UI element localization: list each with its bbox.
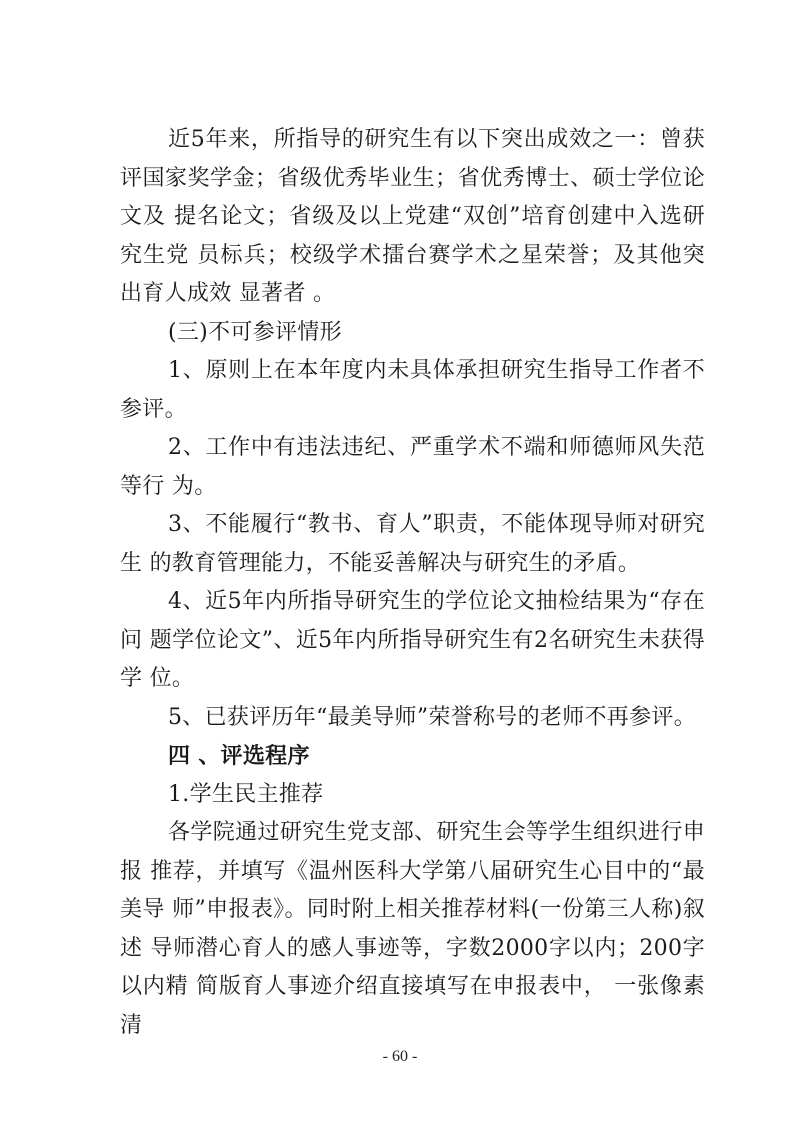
body-text: [120, 121, 705, 1045]
step-1-paragraph: 各学院通过研究生党支部、研究生会等学生组织进行申报 推荐，并填写《温州医科大学第八届研究生心目中的“最美导 师”申报表》。同时附上相关推荐材料(一份第三人称)叙述 导师潜心育人的感人事迹等，字数2000字以内；200字以内精 简版育人事迹介绍直接填写在申报表中， 一张像素清: [120, 820, 705, 1038]
list-item-4: 4、近5年内所指导研究生的学位论文抽检结果为“存在问 题学位论文”、近5年内所指导研究生有2名研究生未获得学 位。: [120, 589, 705, 691]
list-item-3: 3、不能履行“教书、育人”职责，不能体现导师对研究生 的教育管理能力，不能妥善解决与研究生的矛盾。: [120, 512, 705, 576]
section-4-heading: 四 、评选程序: [168, 743, 310, 769]
step-1-heading: 1.学生民主推荐: [168, 781, 324, 807]
page-number: - 60 -: [382, 1048, 418, 1065]
section-3-heading: (三)不可参评情形: [168, 319, 342, 345]
list-item-2: 2、工作中有违法违纪、严重学术不端和师德师风失范等行 为。: [120, 435, 705, 499]
outcomes-paragraph: 近5年来，所指导的研究生有以下突出成效之一：曾获评国家奖学金；省级优秀毕业生；省优秀博士、硕士学位论文及 提名论文；省级及以上党建“双创”培育创建中入选研究生党 员标兵；校级学术擂台赛学术之星荣誉；及其他突出育人成效 显著者 。: [120, 127, 705, 306]
list-item-1: 1、原则上在本年度内未具体承担研究生指导工作者不参评。: [120, 358, 705, 422]
list-item-5: 5、已获评历年“最美导师”荣誉称号的老师不再参评。: [168, 704, 696, 730]
